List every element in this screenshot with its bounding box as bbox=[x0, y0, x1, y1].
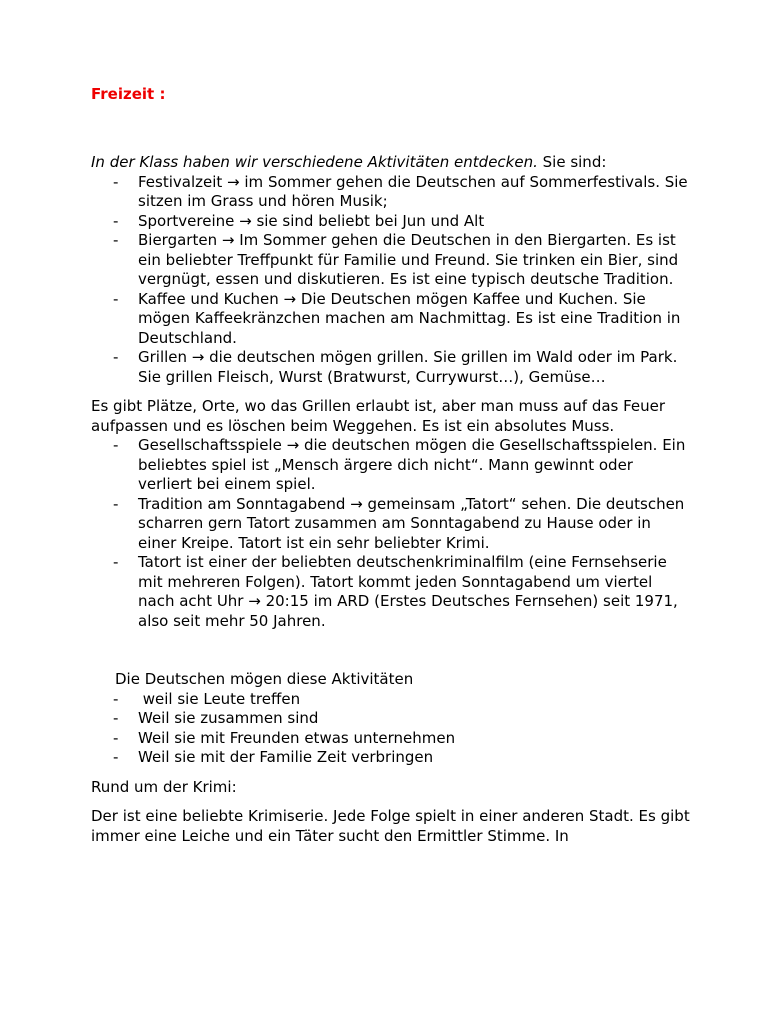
dash-bullet: - bbox=[113, 748, 119, 766]
document-page bbox=[91, 84, 691, 846]
reasons-list bbox=[91, 690, 691, 768]
list-item bbox=[91, 748, 691, 768]
grill-paragraph: Es gibt Plätze, Orte, wo das Grillen erlaubt ist, aber man muss auf das Feuer aufpassen und es löschen beim Weggehen. Es ist ein absolutes Muss. bbox=[91, 397, 666, 435]
dash-bullet: - bbox=[113, 728, 119, 747]
list-item-text: Festivalzeit → im Sommer gehen die Deutschen auf Sommerfestivals. Sie sitzen im Grass und hören Musik; bbox=[138, 172, 688, 210]
list-item bbox=[91, 348, 691, 387]
list-item bbox=[91, 212, 691, 232]
krimi-heading: Rund um der Krimi: bbox=[91, 777, 237, 796]
list-item bbox=[91, 231, 691, 290]
traditions-list bbox=[91, 436, 691, 631]
dash-bullet: - bbox=[113, 348, 119, 366]
list-item-text: Tradition am Sonntagabend → gemeinsam „Tatort“ sehen. Die deutschen scharren gern Tatort zusammen am Sonntagabend zu Hause oder in einer Kreipe. Tatort ist ein sehr beliebter Krimi. bbox=[138, 494, 685, 552]
activities-list bbox=[91, 173, 691, 388]
dash-bullet: - bbox=[113, 689, 119, 708]
list-item-text: Biergarten → Im Sommer gehen die Deutschen in den Biergarten. Es ist ein beliebter Treffpunkt für Familie und Freund. Sie trinken ein Bier, sind vergnügt, essen und diskutieren. Es ist eine typisch deutsche Tradition. bbox=[138, 231, 679, 288]
dash-bullet: - bbox=[113, 231, 119, 249]
list-item-text: Weil sie mit Freunden etwas unternehmen bbox=[138, 728, 456, 747]
dash-bullet: - bbox=[113, 289, 119, 308]
dash-bullet: - bbox=[113, 553, 119, 571]
list-item-text: Weil sie mit der Familie Zeit verbringen bbox=[138, 748, 434, 766]
list-item-text: Kaffee und Kuchen → Die Deutschen mögen Kaffee und Kuchen. Sie mögen Kaffeekränzchen machen am Nachmittag. Es ist eine Tradition in Deutschland. bbox=[138, 289, 681, 347]
list-item bbox=[91, 173, 691, 212]
list-item bbox=[91, 709, 691, 729]
dash-bullet: - bbox=[113, 211, 119, 230]
list-item-text: Grillen → die deutschen mögen grillen. Sie grillen im Wald oder im Park. Sie grillen Fleisch, Wurst (Bratwurst, Currywurst…), Gemüse… bbox=[138, 348, 678, 386]
krimi-paragraph: Der ist eine beliebte Krimiserie. Jede Folge spielt in einer anderen Stadt. Es gibt immer eine Leiche und ein Täter sucht den Ermittler Stimme. In bbox=[91, 807, 690, 845]
list-item bbox=[91, 690, 691, 710]
list-item bbox=[91, 553, 691, 631]
list-item-text: Weil sie zusammen sind bbox=[138, 709, 319, 727]
intro-paragraph bbox=[91, 153, 691, 173]
intro-italic: In der Klass haben wir verschiedene Aktivitäten entdecken. bbox=[91, 153, 538, 171]
list-item bbox=[91, 436, 691, 495]
list-item-text: weil sie Leute treffen bbox=[138, 689, 301, 708]
reasons-intro: Die Deutschen mögen diese Aktivitäten bbox=[115, 670, 414, 688]
list-item-text: Tatort ist einer der beliebten deutschenkriminalfilm (eine Fernsehserie mit mehreren Folgen). Tatort kommt jeden Sonntagabend um viertel nach acht Uhr → 20:15 im ARD (Erstes Deutsches Fernsehen) seit 1971, also seit mehr 50 Jahren. bbox=[138, 553, 678, 630]
list-item bbox=[91, 729, 691, 749]
document-heading: Freizeit : bbox=[91, 85, 166, 103]
list-item-text: Sportvereine → sie sind beliebt bei Jun und Alt bbox=[138, 211, 485, 230]
dash-bullet: - bbox=[113, 436, 119, 454]
dash-bullet: - bbox=[113, 172, 119, 191]
dash-bullet: - bbox=[113, 494, 119, 513]
list-item-text: Gesellschaftsspiele → die deutschen mögen die Gesellschaftsspielen. Ein beliebtes spiel ist „Mensch ärgere dich nicht“. Mann gewinnt oder verliert bei einem spiel. bbox=[138, 436, 686, 493]
list-item bbox=[91, 290, 691, 349]
list-item bbox=[91, 495, 691, 554]
intro-rest: Sie sind: bbox=[537, 153, 607, 171]
dash-bullet: - bbox=[113, 709, 119, 727]
